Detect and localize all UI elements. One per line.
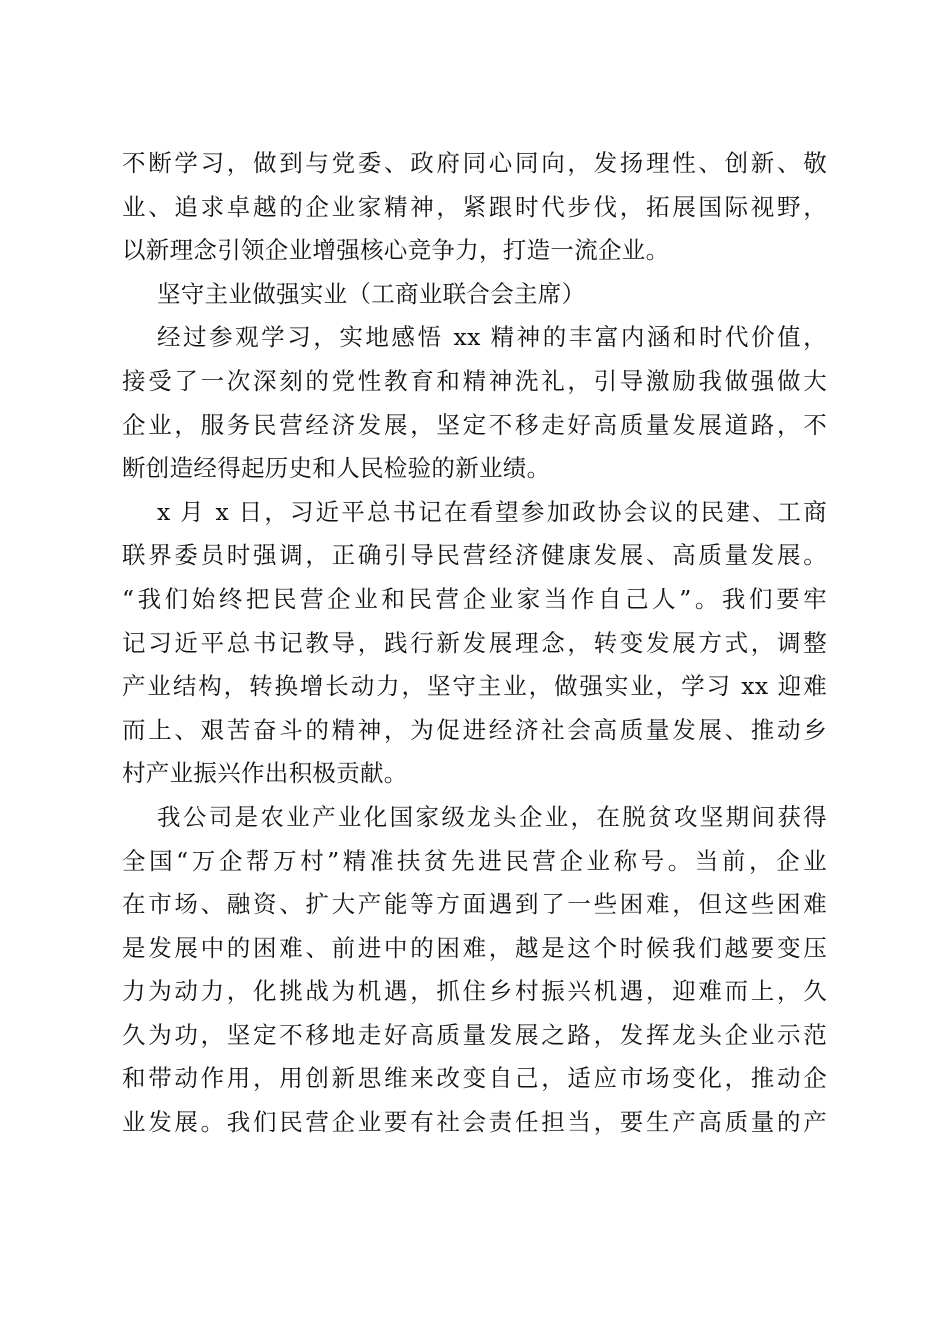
- paragraph: [122, 491, 827, 796]
- text-line: 断创造经得起历史和人民检验的新业绩。: [122, 454, 551, 483]
- text-line: “我们始终把民营企业和民营企业家当作自己人”。我们要牢: [122, 584, 827, 613]
- text-line: 全国“万企帮万村”精准扶贫先进民营企业称号。当前，企业: [122, 846, 827, 875]
- section-heading: [122, 273, 827, 317]
- paragraph: [122, 796, 827, 1145]
- text-line: 是发展中的困难、前进中的困难，越是这个时候我们越要变压: [122, 933, 827, 962]
- text-line: 企业，服务民营经济发展，坚定不移走好高质量发展道路，不: [122, 410, 827, 439]
- text-line: 联界委员时强调，正确引导民营经济健康发展、高质量发展。: [122, 541, 827, 570]
- text-line: 以新理念引领企业增强核心竞争力，打造一流企业。: [122, 236, 670, 265]
- heading-line: 坚守主业做强实业（工商业联合会主席）: [157, 279, 586, 308]
- text-line: 我公司是农业产业化国家级龙头企业，在脱贫攻坚期间获得: [157, 802, 827, 831]
- text-line: 业、追求卓越的企业家精神，紧跟时代步伐，拓展国际视野，: [122, 192, 827, 221]
- text-line: 和带动作用，用创新思维来改变自己，适应市场变化，推动企: [122, 1064, 827, 1093]
- text-line: 久为功，坚定不移地走好高质量发展之路，发挥龙头企业示范: [122, 1020, 827, 1049]
- paragraph-continuation: [122, 142, 827, 273]
- text-line: 业发展。我们民营企业要有社会责任担当，要生产高质量的产: [122, 1108, 827, 1137]
- text-line: x 月 x 日，习近平总书记在看望参加政协会议的民建、工商: [157, 497, 827, 526]
- document-body: [122, 142, 827, 1145]
- text-line: 产业结构，转换增长动力，坚守主业，做强实业，学习 xx 迎难: [122, 672, 827, 701]
- text-line: 而上、艰苦奋斗的精神，为促进经济社会高质量发展、推动乡: [122, 715, 827, 744]
- text-line: 村产业振兴作出积极贡献。: [122, 759, 408, 788]
- text-line: 经过参观学习，实地感悟 xx 精神的丰富内涵和时代价值，: [157, 323, 827, 352]
- text-line: 力为动力，化挑战为机遇，抓住乡村振兴机遇，迎难而上，久: [122, 977, 827, 1006]
- text-line: 接受了一次深刻的党性教育和精神洗礼，引导激励我做强做大: [122, 366, 827, 395]
- text-line: 记习近平总书记教导，践行新发展理念，转变发展方式，调整: [122, 628, 827, 657]
- paragraph: [122, 316, 827, 490]
- text-line: 在市场、融资、扩大产能等方面遇到了一些困难，但这些困难: [122, 890, 827, 919]
- text-line: 不断学习，做到与党委、政府同心同向，发扬理性、创新、敬: [122, 149, 827, 177]
